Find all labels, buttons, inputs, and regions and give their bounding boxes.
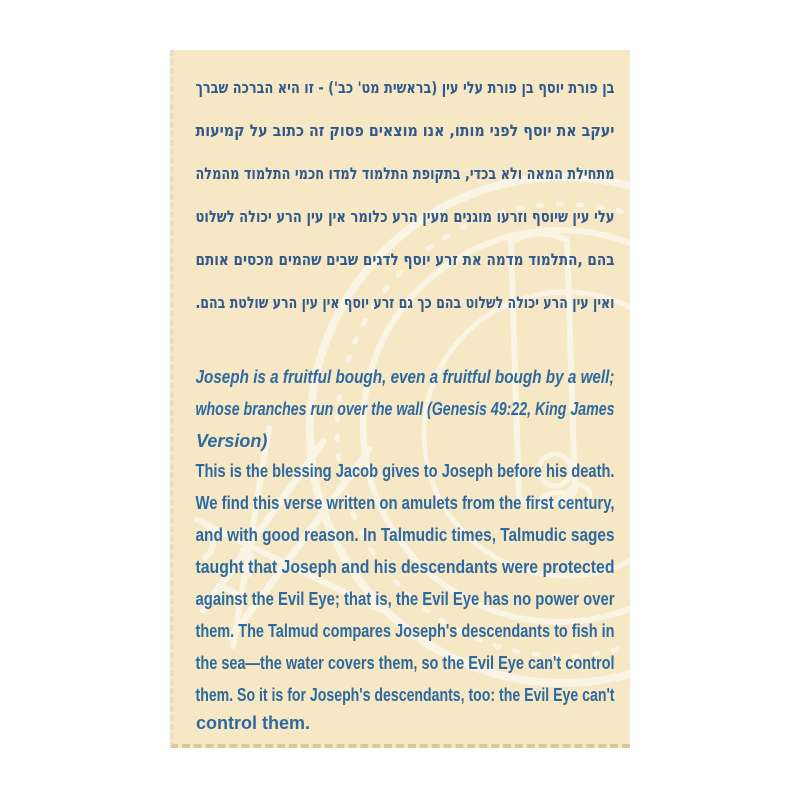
quote-line: Version) xyxy=(196,431,268,451)
quote-line: whose branches run over the wall (Genesis 49:22, King James xyxy=(195,399,615,419)
amulet-book-page xyxy=(170,50,630,748)
verse-quote xyxy=(196,367,615,451)
paragraph-line: the sea—the water covers them, so the Evil Eye can't control xyxy=(195,653,615,673)
paragraph-line: them. So it is for Joseph's descendants, too: the Evil Eye can't xyxy=(195,685,615,705)
paragraph-line: control them. xyxy=(196,713,311,733)
hebrew-paragraph xyxy=(196,78,615,312)
paragraph-line: and with good reason. In Talmudic times, Talmudic sages xyxy=(195,525,615,545)
paragraph-line: This is the blessing Jacob gives to Joseph before his death. xyxy=(195,461,615,481)
hebrew-line: בהם ,התלמוד מדמה את זרע יוסף לדגים שבים שהמים מכסים אותם xyxy=(195,250,615,269)
hebrew-line: יעקב את יוסף לפני מותו, אנו מוצאים פסוק זה כתוב על קמיעות xyxy=(195,121,615,140)
hebrew-line: ואין עין הרע יכולה לשלוט בהם כך גם זרע יוסף אין עין הרע שולטת בהם. xyxy=(195,293,615,312)
hebrew-line: בן פורת יוסף בן פורת עלי עין (בראשית מט' כב') - זו היא הברכה שברך xyxy=(195,78,615,97)
paragraph-line: We find this verse written on amulets from the first century, xyxy=(195,493,615,513)
hebrew-line: מתחילת המאה ולא בכדי, בתקופת התלמוד למדו חכמי התלמוד מהמלה xyxy=(195,164,615,183)
english-paragraph xyxy=(196,461,615,733)
paragraph-line: against the Evil Eye; that is, the Evil Eye has no power over xyxy=(195,589,615,609)
hebrew-line: עלי עין שיוסף וזרעו מוגנים מעין הרע כלומר אין עין הרע יכולה לשלוט xyxy=(195,207,615,226)
paragraph-line: them. The Talmud compares Joseph's descendants to fish in xyxy=(195,621,615,641)
paragraph-line: taught that Joseph and his descendants were protected xyxy=(195,557,615,577)
quote-line: Joseph is a fruitful bough, even a fruitful bough by a well; xyxy=(195,367,615,387)
